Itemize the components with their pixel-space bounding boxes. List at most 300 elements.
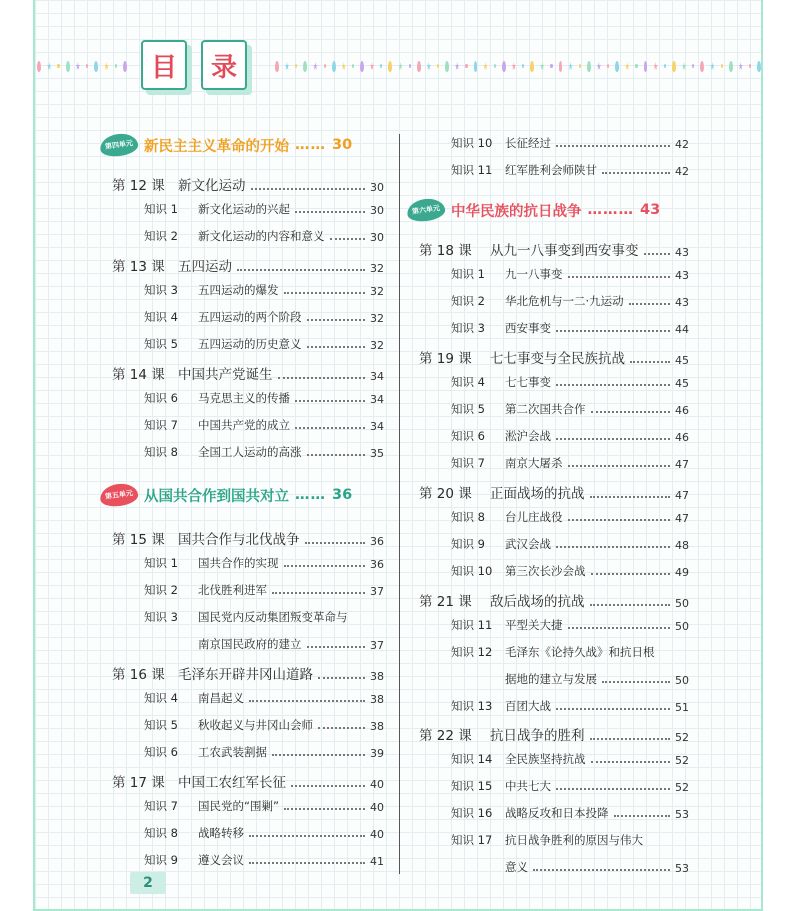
entry-code: 知识 2 [144,583,178,597]
dot-leader [568,465,671,467]
entry-page: 50 [675,597,689,610]
entry-code: 知识 1 [144,202,178,216]
toc-knowledge-item[interactable] [451,320,689,336]
page-number: 2 [130,872,166,894]
entry-code: 知识 2 [144,229,178,243]
dot-leader [278,377,366,379]
dot-leader [556,546,670,548]
drop-icon [275,61,279,72]
entry-page: 47 [675,489,689,502]
entry-title: 五四运动的两个阶段 [198,310,302,324]
entry-title: 南昌起义 [198,691,244,705]
toc-knowledge-item[interactable] [144,309,384,325]
entry-title: 五四运动的历史意义 [198,337,302,351]
entry-page: 52 [675,754,689,767]
entry-page: 53 [675,862,689,875]
entry-title: 红军胜利会师陕甘 [505,163,597,177]
drop-icon [474,61,478,72]
entry-title: 新文化运动的内容和意义 [198,229,325,243]
toc-lesson[interactable] [112,174,384,194]
toc-knowledge-item[interactable] [144,852,384,868]
entry-title: 中国共产党的成立 [198,418,290,432]
dot-leader [318,727,365,729]
entry-title: 五四运动的爆发 [198,283,279,297]
toc-knowledge-item[interactable] [451,644,689,660]
entry-page: 30 [370,231,384,244]
entry-page: 47 [675,458,689,471]
entry-page: 32 [370,312,384,325]
dot-leader [291,785,365,787]
entry-title: 平型关大捷 [505,618,563,632]
entry-page: 37 [370,585,384,598]
entry-code: 知识 3 [451,321,485,335]
entry-title: 南京国民政府的建立 [198,637,302,651]
entry-page: 40 [370,828,384,841]
toc-knowledge-item[interactable] [505,671,689,687]
dot-icon [380,64,382,68]
dot-leader [591,761,671,763]
entry-code: 知识 8 [144,445,178,459]
entry-code: 第 17 课 [112,775,165,791]
dot-leader [568,627,671,629]
entry-title: 敌后战场的抗战 [490,594,585,610]
entry-page: 50 [675,620,689,633]
dot-leader [644,253,671,255]
toc-knowledge-item[interactable] [144,825,384,841]
drop-icon [303,61,307,72]
entry-title: 马克思主义的传播 [198,391,290,405]
unit-5-leader: …… [295,487,326,503]
dot-leader [630,361,670,363]
dot-leader [590,738,671,740]
drop-icon [502,61,506,72]
entry-title: 抗日战争胜利的原因与伟大 [505,833,643,847]
entry-page: 36 [370,558,384,571]
toc-lesson[interactable] [419,590,689,610]
toc-lesson[interactable] [112,771,384,791]
dot-leader [272,754,365,756]
toc-knowledge-item[interactable] [144,717,384,733]
toc-knowledge-item[interactable] [451,509,689,525]
dot-icon [352,64,354,68]
entry-code: 第 20 课 [419,486,472,502]
unit-4-badge: 第四单元 [99,131,140,158]
entry-page: 51 [675,701,689,714]
entry-page: 37 [370,639,384,652]
entry-title: 淞沪会战 [505,429,551,443]
entry-code: 知识 13 [451,699,493,713]
entry-code: 第 18 课 [419,243,472,259]
unit-5-heading[interactable] [100,484,352,506]
entry-title: 华北危机与一二·九运动 [505,294,624,308]
entry-page: 46 [675,404,689,417]
drop-icon [587,61,591,72]
dot-leader [556,788,670,790]
dot-icon [522,64,524,68]
toc-knowledge-item[interactable] [451,805,689,821]
drop-icon [332,61,336,72]
toc-lesson[interactable] [112,363,384,383]
dot-icon [86,64,88,68]
entry-title: 第三次长沙会战 [505,564,586,578]
entry-code: 知识 8 [451,510,485,524]
entry-code: 知识 11 [451,618,493,632]
entry-page: 38 [370,670,384,683]
entry-title: 新文化运动 [178,178,246,194]
toc-knowledge-item[interactable] [144,555,384,571]
entry-page: 38 [370,720,384,733]
toc-knowledge-item[interactable] [198,636,384,652]
dot-icon [295,64,297,68]
entry-code: 知识 9 [451,537,485,551]
toc-knowledge-item[interactable] [451,832,689,848]
entry-title: 秋收起义与井冈山会师 [198,718,313,732]
title-char-1: 目 [141,40,187,90]
entry-title: 第二次国共合作 [505,402,586,416]
entry-code: 知识 16 [451,806,493,820]
entry-page: 49 [675,566,689,579]
star-icon [597,62,601,70]
entry-title: 正面战场的抗战 [490,486,585,502]
dot-leader [305,542,366,544]
entry-title: 北伐胜利进军 [198,583,267,597]
entry-title: 七七事变与全民族抗战 [490,351,625,367]
dot-icon [749,64,751,68]
toc-knowledge-item[interactable] [451,563,689,579]
entry-title: 据地的建立与发展 [505,672,597,686]
entry-title: 战略转移 [198,826,244,840]
dot-leader [602,681,670,683]
drop-icon [388,61,392,72]
unit-6-page: 43 [640,202,661,218]
entry-title: 毛泽东《论持久战》和抗日根 [505,645,655,659]
dot-leader [307,454,366,456]
entry-title: 七七事变 [505,375,551,389]
decoration-border-left [37,56,127,76]
dot-leader [307,646,366,648]
toc-knowledge-item[interactable] [144,282,384,298]
toc-knowledge-item[interactable] [144,390,384,406]
star-icon [455,62,459,70]
entry-title: 遵义会议 [198,853,244,867]
entry-title: 战略反攻和日本投降 [505,806,609,820]
entry-code: 知识 3 [144,610,178,624]
star-icon [710,62,714,70]
unit-6-badge: 第六单元 [406,196,447,223]
star-icon [739,62,743,70]
entry-page: 48 [675,539,689,552]
entry-page: 36 [370,535,384,548]
entry-title: 全国工人运动的高涨 [198,445,302,459]
dot-leader [251,188,366,190]
unit-4-heading[interactable] [100,134,352,156]
entry-page: 43 [675,269,689,282]
star-icon [398,62,402,70]
unit-4-title: 新民主主义革命的开始 [144,138,289,155]
entry-code: 知识 7 [144,799,178,813]
drop-icon [360,61,364,72]
dot-leader [249,700,365,702]
entry-code: 知识 7 [451,456,485,470]
entry-page: 32 [370,285,384,298]
entry-page: 40 [370,801,384,814]
drop-icon [757,61,761,72]
entry-page: 47 [675,512,689,525]
entry-page: 46 [675,431,689,444]
drop-icon [700,61,704,72]
entry-code: 知识 3 [144,283,178,297]
toc-knowledge-item[interactable] [451,455,689,471]
unit-4-leader: …… [295,137,326,153]
toc-knowledge-item[interactable] [451,617,689,633]
entry-title: 中共七大 [505,779,551,793]
entry-title: 百团大战 [505,699,551,713]
entry-title: 从九一八事变到西安事变 [490,243,639,259]
toc-lesson[interactable] [112,255,384,275]
dot-leader [249,862,365,864]
toc-knowledge-item[interactable] [144,609,384,625]
entry-page: 38 [370,693,384,706]
dot-icon [409,64,411,68]
star-icon [342,62,346,70]
entry-title: 国民党内反动集团叛变革命与 [198,610,348,624]
dot-leader [629,303,670,305]
entry-code: 第 12 课 [112,178,165,194]
entry-page: 32 [370,262,384,275]
toc-knowledge-item[interactable] [451,401,689,417]
dot-leader [237,269,365,271]
toc-knowledge-item[interactable] [451,266,689,282]
drop-icon [672,61,676,72]
entry-page: 34 [370,370,384,383]
toc-knowledge-item[interactable] [144,798,384,814]
decoration-border-right [275,56,761,76]
entry-code: 知识 15 [451,779,493,793]
column-divider [399,134,400,874]
entry-title: 中国工农红军长征 [178,775,286,791]
toc-lesson[interactable] [112,528,384,548]
toc-knowledge-item[interactable] [144,228,384,244]
entry-page: 40 [370,778,384,791]
entry-page: 35 [370,447,384,460]
toc-knowledge-item[interactable] [451,428,689,444]
entry-code: 知识 6 [144,391,178,405]
toc-knowledge-item[interactable] [144,417,384,433]
dot-icon [324,64,326,68]
entry-page: 34 [370,420,384,433]
entry-page: 41 [370,855,384,868]
entry-code: 知识 6 [144,745,178,759]
drop-icon [66,61,70,72]
dot-leader [602,172,670,174]
dot-leader [272,592,365,594]
entry-code: 知识 4 [144,310,178,324]
entry-code: 知识 17 [451,833,493,847]
entry-page: 50 [675,674,689,687]
title-char-2: 录 [201,40,247,90]
entry-title: 国民党的“围剿” [198,799,279,813]
dot-icon [494,64,496,68]
entry-title: 毛泽东开辟井冈山道路 [178,667,313,683]
entry-page: 52 [675,781,689,794]
drop-icon [445,61,449,72]
entry-code: 知识 7 [144,418,178,432]
star-icon [512,62,516,70]
star-icon [47,62,52,70]
unit-4-page: 30 [332,137,353,153]
dot-leader [568,519,671,521]
entry-title: 国共合作与北伐战争 [178,532,300,548]
entry-code: 第 19 课 [419,351,472,367]
drop-icon [417,61,421,72]
toc-knowledge-item[interactable] [144,744,384,760]
entry-code: 知识 10 [451,564,493,578]
star-icon [370,62,374,70]
entry-code: 第 14 课 [112,367,165,383]
drop-icon [94,61,98,72]
entry-code: 第 21 课 [419,594,472,610]
unit-6-leader: ……… [587,202,634,218]
star-icon [682,62,686,70]
entry-page: 53 [675,808,689,821]
toc-knowledge-item[interactable] [144,690,384,706]
toc-knowledge-item[interactable] [451,293,689,309]
entry-code: 知识 14 [451,752,493,766]
entry-title: 全民族坚持抗战 [505,752,586,766]
entry-page: 30 [370,181,384,194]
entry-page: 45 [675,354,689,367]
entry-title: 抗日战争的胜利 [490,728,585,744]
dot-icon [664,64,666,68]
dot-icon [465,64,467,68]
entry-title: 工农武装割据 [198,745,267,759]
entry-title: 武汉会战 [505,537,551,551]
dot-leader [614,815,671,817]
dot-leader [307,346,366,348]
entry-code: 知识 11 [451,163,493,177]
toc-knowledge-item[interactable] [144,336,384,352]
dot-leader [556,330,670,332]
dot-leader [590,604,671,606]
entry-page: 39 [370,747,384,760]
dot-icon [692,64,694,68]
entry-page: 43 [675,296,689,309]
entry-code: 知识 2 [451,294,485,308]
toc-knowledge-item[interactable] [451,751,689,767]
entry-code: 第 16 课 [112,667,165,683]
toc-knowledge-item[interactable] [451,698,689,714]
dot-leader [284,808,365,810]
entry-page: 42 [675,138,689,151]
entry-title: 国共合作的实现 [198,556,279,570]
dot-icon [721,64,723,68]
drop-icon [559,61,563,72]
entry-page: 42 [675,165,689,178]
toc-knowledge-item[interactable] [451,135,689,151]
star-icon [625,62,629,70]
drop-icon [37,61,41,72]
toc-knowledge-item[interactable] [451,778,689,794]
dot-leader [307,319,366,321]
toc-lesson[interactable] [419,724,689,744]
star-icon [653,62,657,70]
entry-code: 知识 5 [144,718,178,732]
dot-leader [556,384,670,386]
entry-page: 52 [675,731,689,744]
dot-leader [295,211,365,213]
entry-title: 南京大屠杀 [505,456,563,470]
entry-code: 知识 4 [144,691,178,705]
dot-leader [568,276,671,278]
entry-title: 五四运动 [178,259,232,275]
drop-icon [530,61,534,72]
toc-knowledge-item[interactable] [144,201,384,217]
dot-leader [284,565,366,567]
dot-icon [550,64,552,68]
entry-page: 34 [370,393,384,406]
entry-code: 知识 1 [144,556,178,570]
entry-code: 第 13 课 [112,259,165,275]
toc-lesson[interactable] [419,482,689,502]
toc-lesson[interactable] [419,239,689,259]
toc-lesson[interactable] [419,347,689,367]
entry-code: 知识 9 [144,853,178,867]
entry-page: 30 [370,204,384,217]
dot-leader [295,400,365,402]
star-icon [483,62,487,70]
star-icon [285,62,289,70]
drop-icon [644,61,648,72]
dot-leader [318,677,365,679]
dot-icon [579,64,581,68]
entry-title: 九一八事变 [505,267,563,281]
entry-title: 意义 [505,860,528,874]
dot-leader [556,145,670,147]
star-icon [427,62,431,70]
dot-leader [295,427,365,429]
entry-title: 新文化运动的兴起 [198,202,290,216]
dot-icon [437,64,439,68]
dot-leader [249,835,365,837]
dot-leader [591,411,671,413]
entry-title: 西安事变 [505,321,551,335]
unit-5-badge: 第五单元 [99,481,140,508]
star-icon [540,62,544,70]
unit-5-title: 从国共合作到国共对立 [144,488,289,505]
toc-knowledge-item[interactable] [144,582,384,598]
drop-icon [123,61,127,72]
entry-code: 第 22 课 [419,728,472,744]
toc-knowledge-item[interactable] [451,536,689,552]
unit-6-heading[interactable] [407,199,660,221]
entry-code: 知识 5 [451,402,485,416]
toc-lesson[interactable] [112,663,384,683]
toc-knowledge-item[interactable] [451,162,689,178]
dot-leader [591,573,671,575]
dot-icon [635,64,637,68]
entry-title: 台儿庄战役 [505,510,563,524]
dot-leader [330,238,366,240]
toc-knowledge-item[interactable] [505,859,689,875]
toc-knowledge-item[interactable] [451,374,689,390]
toc-knowledge-item[interactable] [144,444,384,460]
entry-code: 第 15 课 [112,532,165,548]
dot-leader [533,869,670,871]
dot-icon [57,64,59,68]
entry-code: 知识 8 [144,826,178,840]
entry-code: 知识 4 [451,375,485,389]
unit-5-page: 36 [332,487,353,503]
